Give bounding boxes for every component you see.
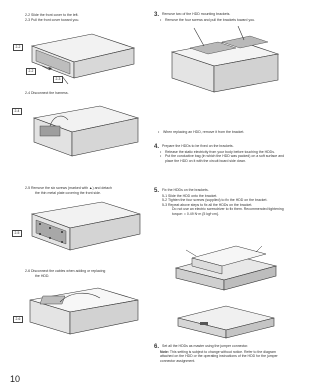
figure-2-callout-2-4: 2-4 xyxy=(12,108,22,115)
step-5-3: 5-3 Repeat above steps to fix all the HDDs on the bracket. xyxy=(162,202,253,207)
step-5-number: 5. xyxy=(154,188,160,194)
step-3-title: Remove two of the HDD mounting brackets. xyxy=(162,12,231,16)
page-number: 10 xyxy=(10,374,21,384)
bullet-icon: • xyxy=(158,130,160,134)
figure-1-callout-2-3: 2-3 xyxy=(53,76,63,83)
replace-note xyxy=(158,130,286,134)
step-4-block xyxy=(154,144,286,163)
step-3-number: 3. xyxy=(154,12,160,18)
step-6-note xyxy=(154,350,288,363)
step-5-block xyxy=(154,188,286,216)
step-2-6-text-line2: the HDD. xyxy=(35,274,50,278)
figure-1-callout-2-2a: 2-2 xyxy=(13,44,23,51)
replace-note-text: When replacing an HDD, remove it from the bracket. xyxy=(163,130,245,134)
harness-figure xyxy=(20,100,145,165)
step-6-block xyxy=(154,344,288,363)
hdd-on-bracket-figure xyxy=(166,240,286,302)
step-5-1: 5-1 Slide the HDD onto the bracket. xyxy=(162,194,218,198)
step-3-bullet-1: Remove the four screws and pull the brackets toward you. xyxy=(165,18,256,22)
step-6-title: Set all the HDDs as master using the jumper connector. xyxy=(162,344,249,348)
figure-3-callout-2-5: 2-5 xyxy=(12,230,22,237)
step-2-2-text: 2-2 Slide the front cover to the left. xyxy=(25,13,79,17)
open-chassis-figure xyxy=(20,282,145,342)
bullet-icon: • xyxy=(160,18,162,22)
step-3-block xyxy=(154,12,286,22)
step-4-bullet-2: Put the conductive bag (in which the HDD was packed) on a soft surface and place the HDD on it with the circuit board side down. xyxy=(165,154,285,163)
step-2-5-text-line1: 2-5 Remove the six screws (marked with ▲) and detach xyxy=(25,186,112,190)
step-5-caution: Do not use an electric screwdriver to fix them. Recommended tightening torque: = 0.49 N·m {5 kgf·cm}. xyxy=(172,207,284,216)
step-4-title: Prepare the HDDs to be fixed on the brackets. xyxy=(162,144,234,148)
figure-1-callout-2-2b: 2-2 xyxy=(26,68,36,75)
hdd-jumper-figure xyxy=(170,300,282,342)
metal-plate-figure xyxy=(20,198,145,258)
bullet-icon: • xyxy=(160,154,162,159)
step-2-3-text: 2-3 Pull the front cover toward you. xyxy=(25,18,80,22)
step-6-note-text: This setting is subject to change without notice. Refer to the diagram attached on the HDD or the operating instructions of the HDD for the jumper connector assignment. xyxy=(160,350,278,363)
step-6-note-label: Note: xyxy=(160,350,169,354)
step-4-number: 4. xyxy=(154,144,160,150)
step-2-6-text-line1: 2-6 Disconnect the cables when adding or replacing xyxy=(25,269,106,273)
step-2-5-text-line2: the thin metal plate covering the front side. xyxy=(35,191,101,195)
step-2-4-text: 2-4 Disconnect the harness. xyxy=(25,91,69,95)
bullet-icon: • xyxy=(160,150,162,154)
step-5-title: Fix the HDDs on the brackets. xyxy=(162,188,209,192)
step-6-number: 6. xyxy=(154,344,160,350)
step-4-bullet-1: Release the static electricity from your body before touching the HDDs. xyxy=(165,150,275,154)
hdd-bracket-removal-figure xyxy=(160,26,285,106)
figure-4-callout-2-6: 2-6 xyxy=(13,316,23,323)
step-5-2: 5-2 Tighten the four screws (supplied) to fix the HDD on the bracket. xyxy=(162,198,268,203)
recorder-front-cover-figure xyxy=(22,26,140,88)
